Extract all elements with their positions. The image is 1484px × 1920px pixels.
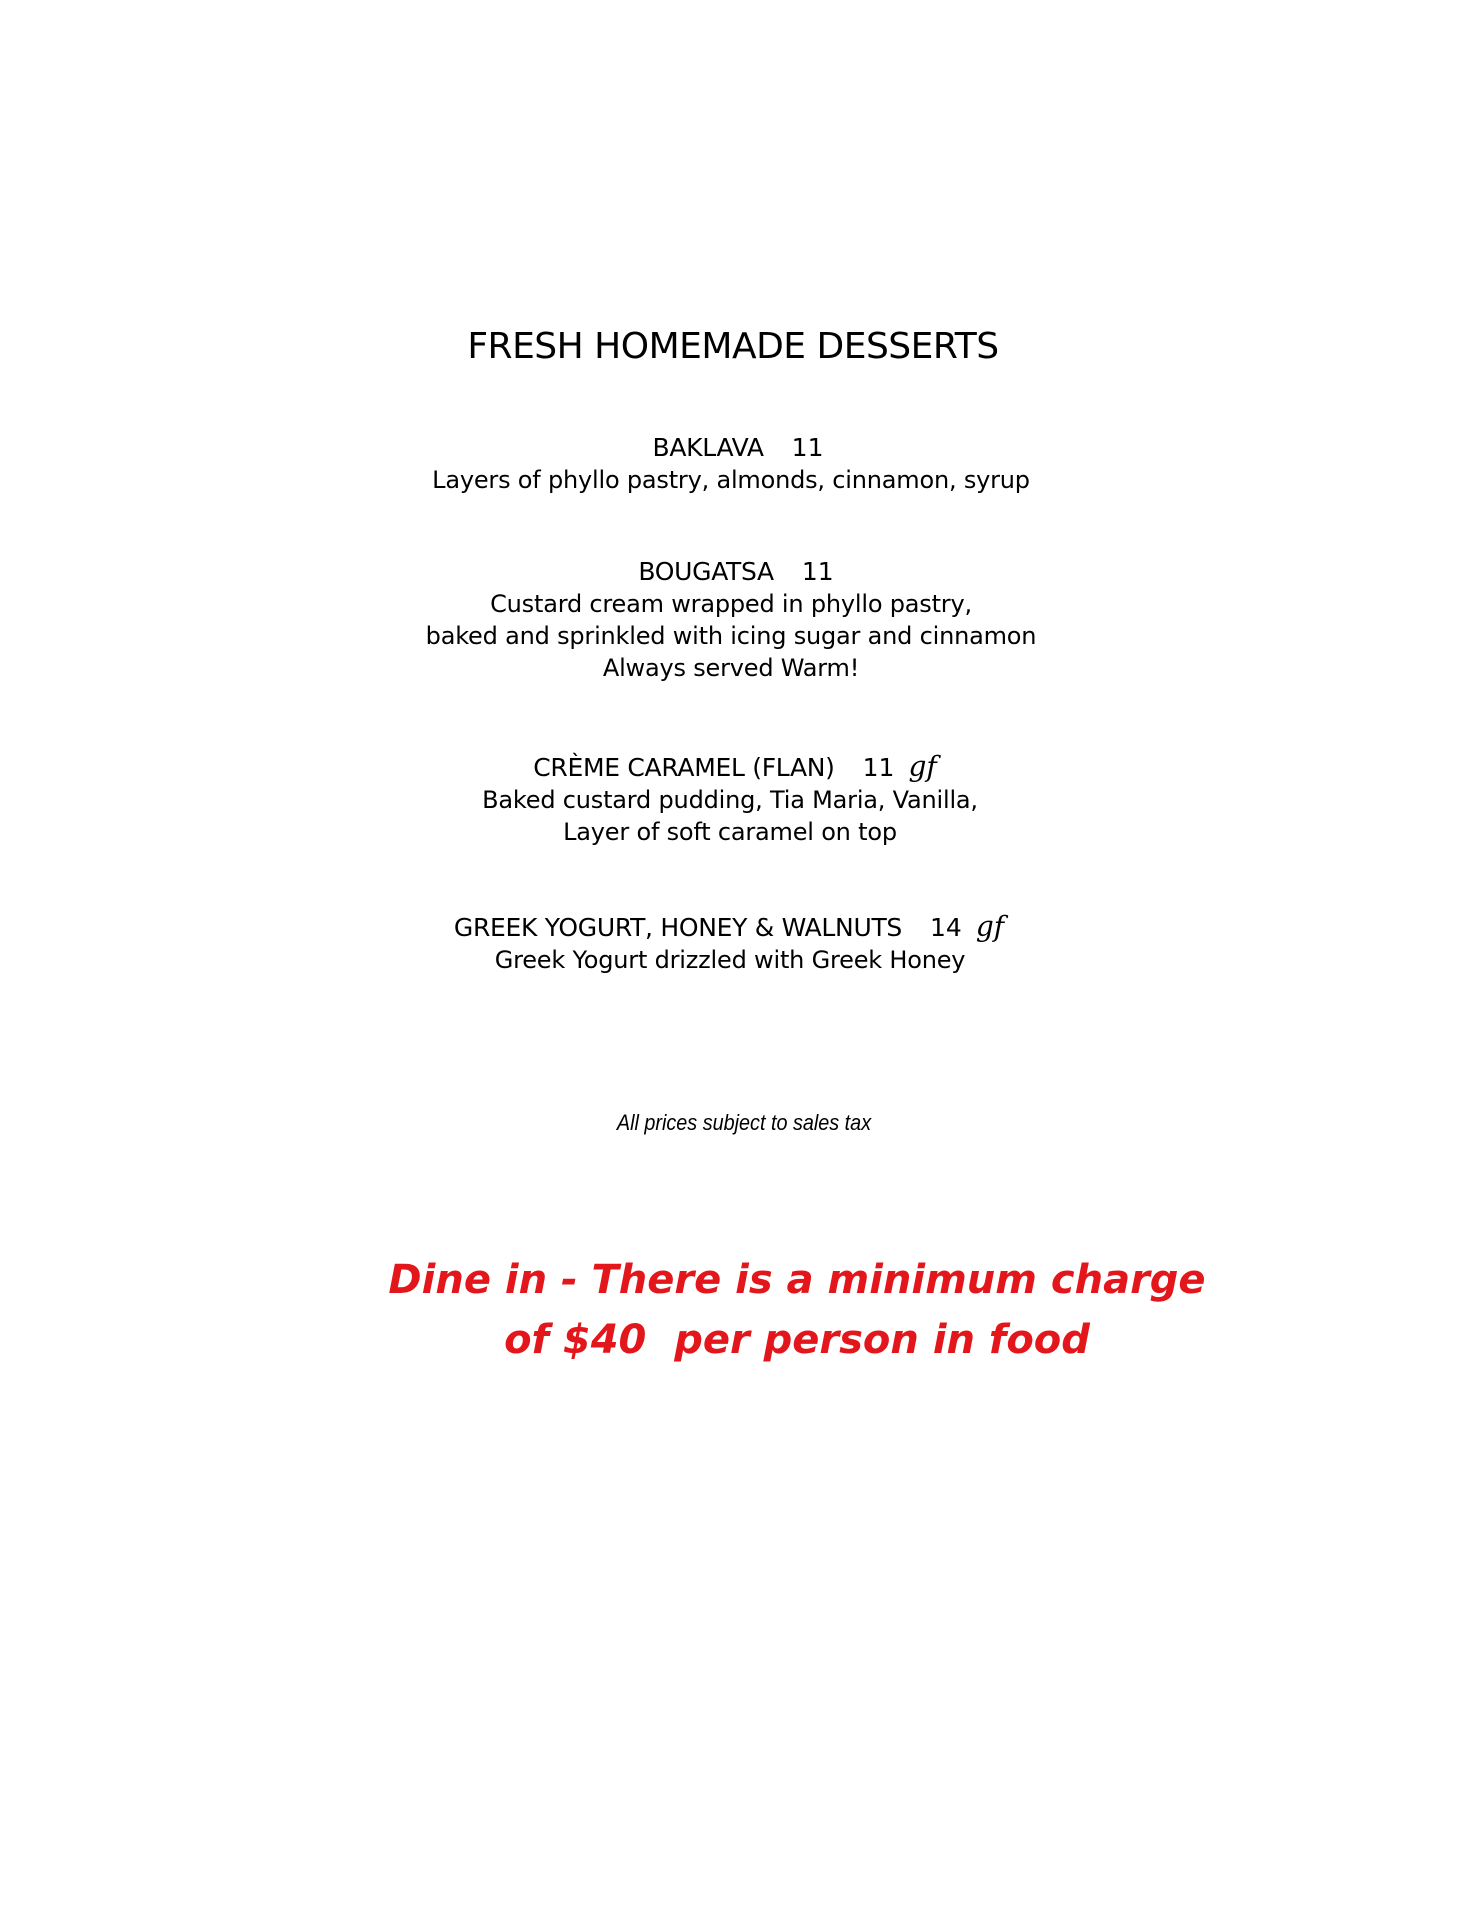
menu-item-baklava bbox=[0, 432, 1484, 496]
menu-item-description: Custard cream wrapped in phyllo pastry, bbox=[490, 590, 972, 618]
menu-item-name: BOUGATSA bbox=[638, 557, 774, 586]
tax-note: All prices subject to sales tax bbox=[616, 1110, 872, 1135]
menu-item-description: baked and sprinkled with icing sugar and cinnamon bbox=[425, 622, 1037, 650]
menu-item-creme-caramel bbox=[0, 751, 1484, 848]
menu-item-price: 11 bbox=[801, 557, 834, 586]
menu-item-header bbox=[0, 911, 1471, 944]
menu-item-price: 14 bbox=[930, 913, 962, 942]
menu-item-description: Layers of phyllo pastry, almonds, cinnamon, syrup bbox=[432, 466, 1030, 494]
menu-item-description: Always served Warm! bbox=[602, 654, 860, 682]
menu-item-name: CRÈME CARAMEL (FLAN) bbox=[533, 753, 835, 782]
menu-item-header bbox=[0, 556, 1478, 588]
menu-item-description: Baked custard pudding, Tia Maria, Vanilla, bbox=[482, 786, 978, 814]
gluten-free-mark: gf bbox=[908, 750, 937, 783]
notice-line: of $40 per person in food bbox=[504, 1317, 1090, 1363]
menu-item-price: 11 bbox=[862, 753, 895, 782]
minimum-charge-notice bbox=[55, 1250, 1484, 1370]
menu-item-bougatsa bbox=[0, 556, 1484, 684]
menu-item-description: Greek Yogurt drizzled with Greek Honey bbox=[494, 946, 966, 974]
menu-item-header bbox=[0, 432, 1480, 464]
menu-item-name: BAKLAVA bbox=[652, 433, 764, 462]
menu-item-description: Layer of soft caramel on top bbox=[563, 818, 897, 846]
notice-line: Dine in - There is a minimum charge bbox=[388, 1257, 1206, 1303]
menu-item-price: 11 bbox=[791, 433, 824, 462]
menu-title: FRESH HOMEMADE DESSERTS bbox=[467, 326, 999, 367]
menu-item-name: GREEK YOGURT, HONEY & WALNUTS bbox=[453, 913, 902, 942]
menu-item-header bbox=[0, 751, 1477, 784]
gluten-free-mark: gf bbox=[975, 910, 1005, 943]
menu-item-greek-yogurt bbox=[0, 911, 1484, 976]
